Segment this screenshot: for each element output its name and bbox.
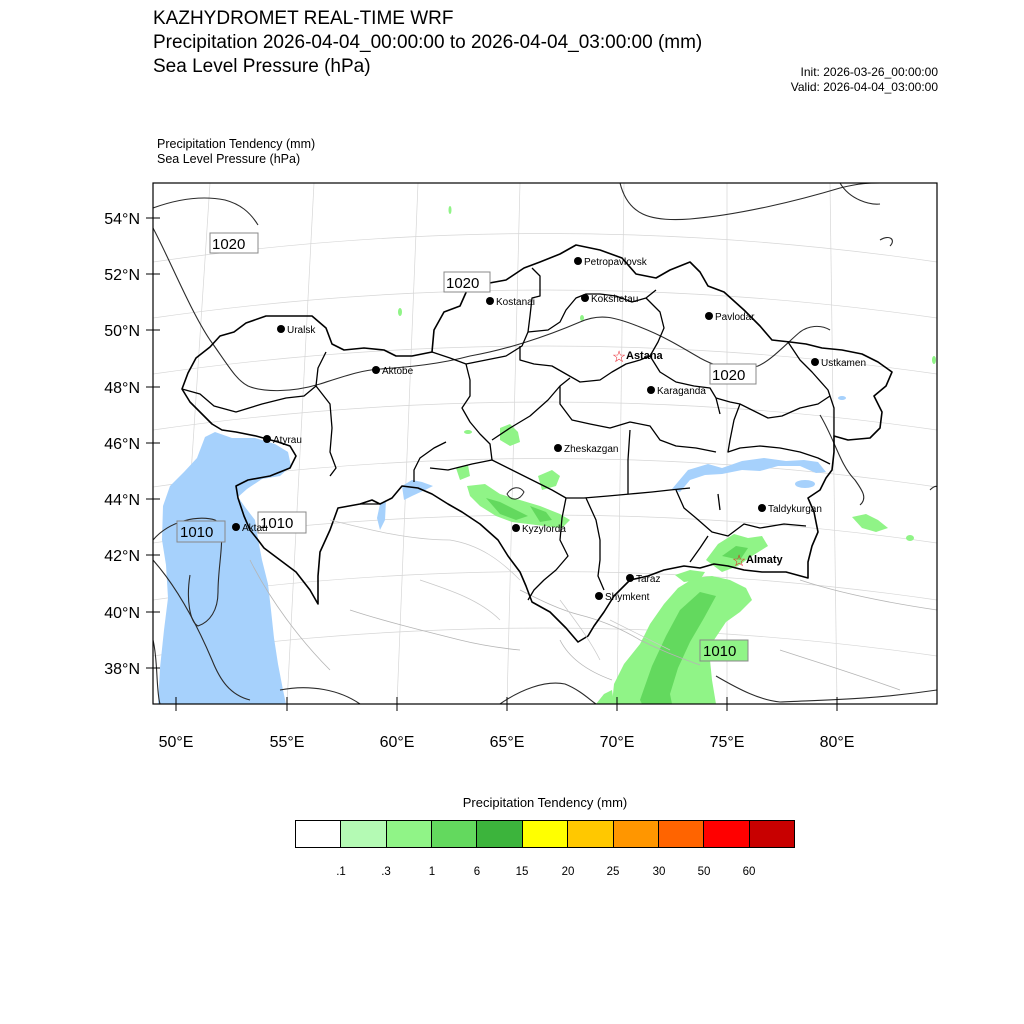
lon-label: 70°E (599, 734, 635, 751)
city-marker (372, 366, 380, 374)
init-time: Init: 2026-03-26_00:00:00 (800, 65, 938, 79)
isobar-label: 1010 (180, 524, 214, 541)
lat-label: 42°N (104, 548, 140, 565)
city-marker (811, 358, 819, 366)
colorbar-cell (296, 821, 341, 847)
colorbar-cell (387, 821, 432, 847)
subtitle-precip: Precipitation Tendency (mm) (157, 137, 316, 151)
map-layers (153, 183, 938, 704)
isobar-label: 1020 (212, 236, 246, 253)
colorbar-label: .1 (336, 866, 346, 878)
lon-label: 55°E (269, 734, 305, 751)
colorbar-label: 60 (742, 866, 756, 878)
city-marker (486, 297, 494, 305)
colorbar-cell (568, 821, 613, 847)
city-label: Taldykurgan (768, 504, 822, 515)
colorbar-cell (477, 821, 522, 847)
isobar-label: 1010 (703, 643, 737, 660)
city-label: Uralsk (287, 325, 316, 336)
city-label: Kokshetau (591, 294, 639, 305)
colorbar-cell (341, 821, 386, 847)
city-label: Atyrau (273, 435, 302, 446)
city-label: Zheskazgan (564, 444, 619, 455)
city-label: Kyzylorda (522, 524, 566, 535)
lat-label: 38°N (104, 661, 140, 678)
colorbar-label: 50 (697, 866, 711, 878)
lon-label: 50°E (158, 734, 194, 751)
colorbar-title: Precipitation Tendency (mm) (462, 795, 628, 810)
lat-label: 46°N (104, 436, 140, 453)
lon-label: 75°E (709, 734, 745, 751)
city-label: Taraz (636, 574, 661, 585)
city-label: Shymkent (605, 592, 650, 603)
capital-star-icon: ☆ (731, 553, 747, 570)
caspian-sea (158, 432, 294, 704)
valid-time: Valid: 2026-04-04_03:00:00 (790, 80, 938, 94)
lon-label: 60°E (379, 734, 415, 751)
lon-label: 80°E (819, 734, 855, 751)
lake-zaysan (838, 396, 846, 400)
city-marker (758, 504, 766, 512)
city-label: Petropavlovsk (584, 257, 647, 268)
isobar-label: 1020 (712, 367, 746, 384)
city-marker (626, 574, 634, 582)
lat-label: 48°N (104, 380, 140, 397)
city-label: Aktobe (382, 366, 414, 377)
isobar-label: 1020 (446, 275, 480, 292)
city-label-capital: Almaty (746, 554, 783, 566)
colorbar-cell (750, 821, 794, 847)
colorbar-label: 6 (473, 866, 481, 878)
title-line-2: Precipitation 2026-04-04_00:00:00 to 2026-04-04_03:00:00 (mm) (153, 32, 703, 53)
colorbar-label: 30 (652, 866, 666, 878)
title-line-1: KAZHYDROMET REAL-TIME WRF (153, 8, 454, 29)
city-marker (512, 524, 520, 532)
colorbar-label: 15 (515, 866, 529, 878)
city-marker (263, 435, 271, 443)
city-label: Karaganda (657, 386, 706, 397)
lat-label: 52°N (104, 267, 140, 284)
colorbar (295, 820, 795, 848)
city-marker (595, 592, 603, 600)
lake-alakol (795, 480, 815, 488)
lat-label: 54°N (104, 211, 140, 228)
city-marker (277, 325, 285, 333)
title-line-3: Sea Level Pressure (hPa) (153, 56, 371, 77)
city-label: Ustkamen (821, 358, 867, 369)
city-marker (574, 257, 582, 265)
lat-label: 44°N (104, 492, 140, 509)
colorbar-cell (659, 821, 704, 847)
city-label: Aktau (242, 523, 268, 534)
city-marker (581, 294, 589, 302)
subtitle-slp: Sea Level Pressure (hPa) (157, 152, 301, 166)
city-label-capital: Astana (626, 350, 663, 362)
city-marker (647, 386, 655, 394)
lat-label: 40°N (104, 605, 140, 622)
lon-label: 65°E (489, 734, 525, 751)
colorbar-cell (704, 821, 749, 847)
colorbar-label: 25 (606, 866, 620, 878)
city-label: Pavlodar (715, 312, 755, 323)
foreign-borders (250, 560, 937, 690)
aral-remnant (402, 480, 433, 500)
city-label: Kostanai (496, 297, 535, 308)
colorbar-cell (614, 821, 659, 847)
colorbar-label: 1 (428, 866, 436, 878)
colorbar-label: 20 (561, 866, 575, 878)
colorbar-label: .3 (381, 866, 391, 878)
capital-star-icon: ☆ (611, 349, 627, 366)
city-marker (232, 523, 240, 531)
colorbar-cell (432, 821, 477, 847)
city-marker (705, 312, 713, 320)
colorbar-cell (523, 821, 568, 847)
city-marker (554, 444, 562, 452)
lat-label: 50°N (104, 323, 140, 340)
isobar-small-loop (507, 488, 524, 499)
isobar-label: 1010 (260, 515, 294, 532)
